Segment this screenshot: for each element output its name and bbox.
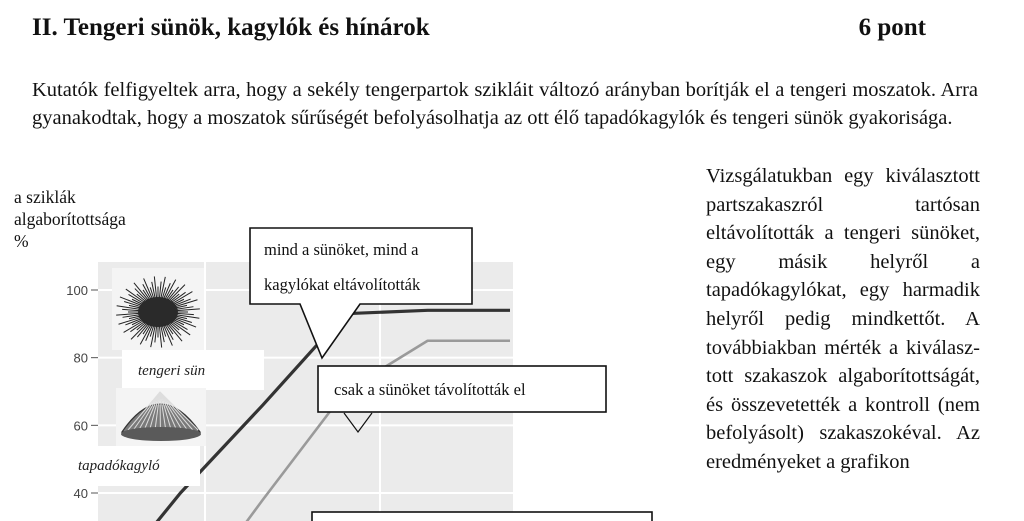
y-tick-label: 60	[73, 418, 88, 434]
y-tick-label: 40	[73, 486, 88, 501]
intro-paragraph: Kutatók felfigyeltek arra, hogy a sekély tengerpartok szikláit változó arányban borítják el a tengeri moszatok. Arra gyanakodtak, hogy a moszatok sűrűségét befolyásolhatja az ott élő tapadókagylók és tengeri sünök gyakorisága.	[32, 79, 978, 129]
limpet-image-label: tapadókagyló	[78, 458, 160, 474]
side-paragraph: Vizsgálatukban egy kiválasztott partszakaszról tartósan eltávolították a tengeri sünöket, egy másik helyről a tapadókagylókat, egy harmadik helyről pedig mindkettőt. A továbbiakban mérték a kiválasztott szakaszok algaborítottságát, és összevetették a kontroll (nem befolyásolt) szakaszokéval. Az eredményeket a grafikon	[706, 165, 980, 473]
y-axis-label-line-2: algaborítottsága	[14, 209, 126, 229]
y-axis-label-line-3: %	[14, 231, 29, 251]
urchin-image-label: tengeri sün	[138, 363, 206, 379]
callout-both-line-2: kagylókat eltávolították	[264, 275, 421, 294]
callout-both-line-1: mind a sünöket, mind a	[264, 240, 419, 259]
limpet-image	[116, 388, 206, 446]
callout-urchins-text: csak a sünöket távolították el	[334, 380, 526, 399]
callout-partial	[312, 512, 652, 521]
y-tick-label: 80	[73, 350, 88, 366]
section-title: II. Tengeri sünök, kagylók és hínárok	[32, 14, 430, 41]
sea-urchin-image	[112, 268, 204, 350]
y-axis-label-line-1: a sziklák	[14, 187, 76, 207]
points-label: 6 pont	[858, 14, 926, 41]
y-tick-label: 100	[66, 283, 88, 298]
